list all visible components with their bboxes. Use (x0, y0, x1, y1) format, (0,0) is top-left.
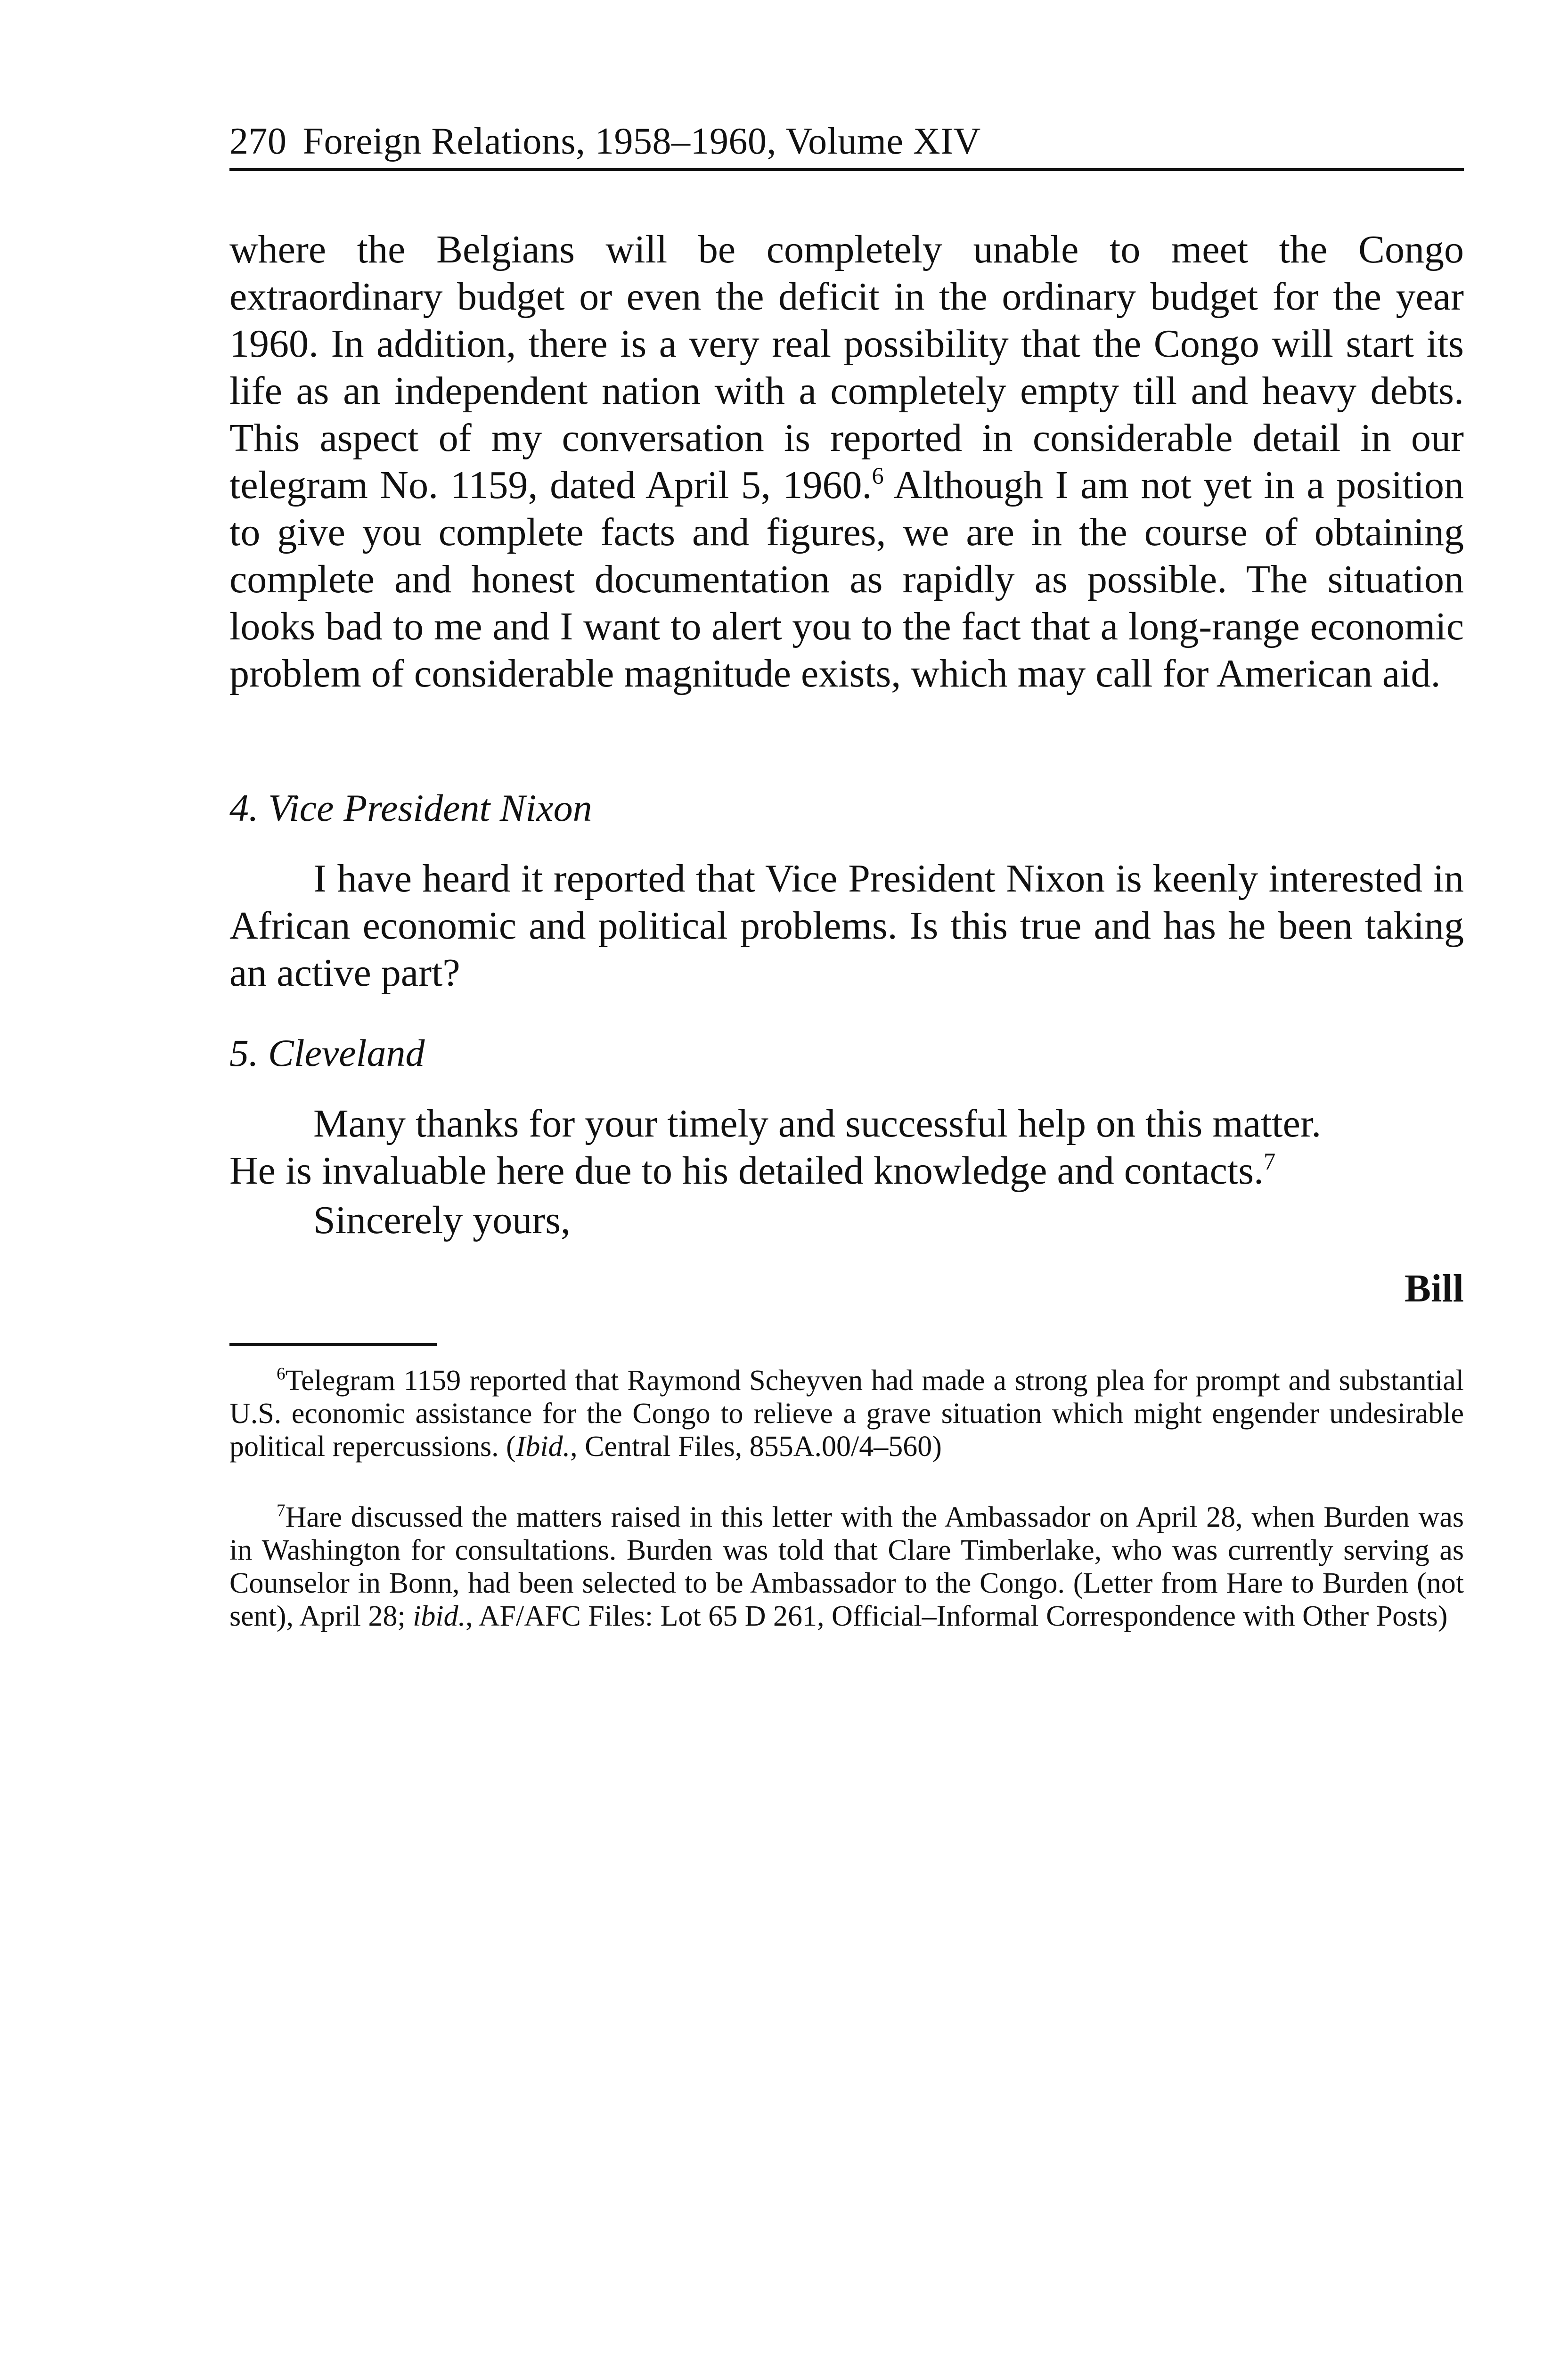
footnote-ref-7: 7 (1263, 1148, 1276, 1175)
footnote-ibid: Ibid. (515, 1431, 571, 1463)
footnote-text: Telegram 1159 reported that Raymond Scheyven had made a strong plea for prompt and substantial U.S. economic assistance for the Congo to relieve a grave situation which might engender undesirable political repercussions. ( (229, 1365, 1464, 1463)
footnote-marker: 6 (277, 1364, 286, 1384)
letter-signature: Bill (1404, 1267, 1464, 1310)
cleveland-line-1: Many thanks for your timely and successful help on this matter. (313, 1102, 1322, 1145)
letter-closing: Sincerely yours, (313, 1198, 571, 1242)
footnote-ibid: ibid. (413, 1600, 466, 1632)
volume-title: Foreign Relations, 1958–1960, Volume XIV (302, 121, 981, 162)
section-number: 5. (229, 1031, 259, 1074)
cleveland-line-2: He is invaluable here due to his detailed knowledge and contacts. (229, 1149, 1264, 1193)
footnote-6 (229, 1364, 1464, 1463)
paragraph-text-part-1: where the Belgians will be completely unable to meet the Congo extraordinary budget or even the deficit in the ordinary budget for the year 1960. In addition, there is a very real possibility that the Congo will start its life as an independent nation with a completely empty till and heavy debts. This aspect of my conversation is reported in considerable detail in our telegram No. 1159, dated April 5, 1960. (229, 228, 1464, 507)
cleveland-line-2-wrap (229, 1147, 1464, 1194)
section-number: 4. (229, 786, 259, 829)
section-title: Vice President Nixon (268, 786, 592, 829)
running-head (229, 118, 1464, 165)
section-heading-cleveland (229, 1030, 425, 1077)
body-paragraph-continued (229, 226, 1464, 697)
footnote-text: Hare discussed the matters raised in this letter with the Ambassador on April 28, when Burden was in Washington for consultations. Burden was told that Clare Timberlake, who was currently serving as Counselor in Bonn, had been selected to be Ambassador to the Congo. (Letter from Hare to Burden (not sent), April 28; (229, 1501, 1464, 1632)
footnote-ref-6: 6 (872, 462, 884, 489)
footnote-7 (229, 1501, 1464, 1633)
footnote-rule (229, 1343, 437, 1346)
section-title: Cleveland (268, 1031, 425, 1074)
footnote-text-tail: , AF/AFC Files: Lot 65 D 261, Official–Informal Correspondence with Other Posts) (466, 1600, 1448, 1632)
body-paragraph-cleveland (229, 1100, 1464, 1194)
paragraph-text-part-2: Although I am not yet in a position to give you complete facts and figures, we are in the course of obtaining complete and honest documentation as rapidly as possible. The situation looks bad to me and I want to alert you to the fact that a long-range economic problem of considerable magnitude exists, which may call for American aid. (229, 463, 1464, 695)
header-rule (229, 168, 1464, 171)
section-heading-vice-president-nixon (229, 785, 592, 832)
footnote-marker: 7 (277, 1501, 286, 1521)
footnote-text-tail: , Central Files, 855A.00/4–560) (570, 1431, 942, 1463)
body-paragraph-nixon: I have heard it reported that Vice President Nixon is keenly interested in African economic and political problems. Is this true and has he been taking an active part? (229, 857, 1464, 995)
page-number: 270 (229, 121, 287, 162)
